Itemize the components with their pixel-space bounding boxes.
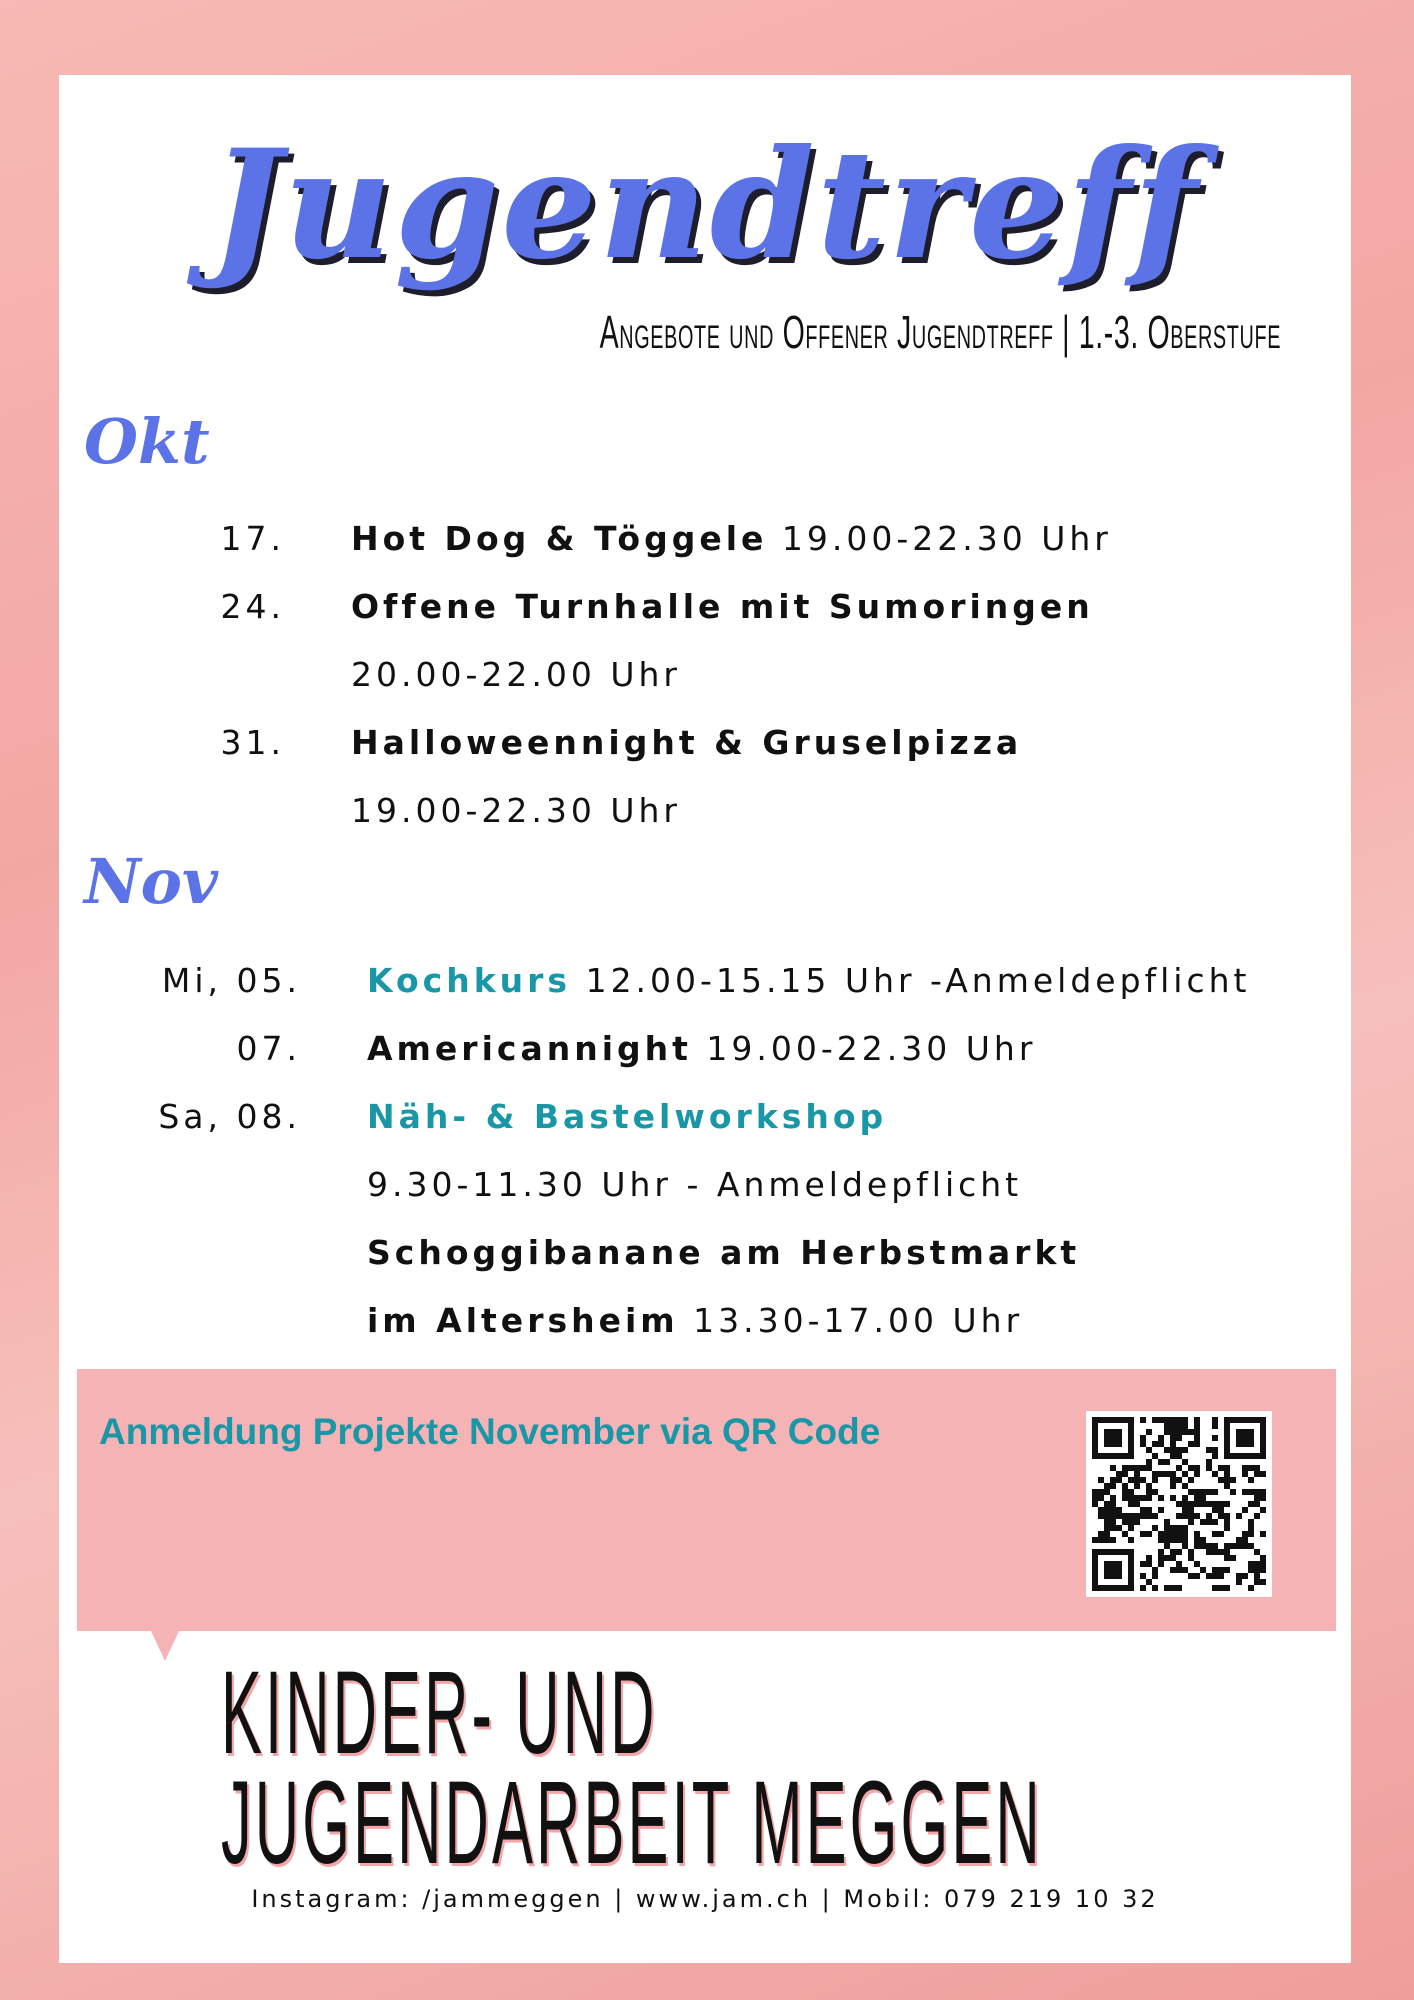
event-title: Offene Turnhalle mit Sumoringen bbox=[351, 587, 1094, 626]
event-title: Americannight bbox=[367, 1029, 692, 1068]
event-date: Mi, 05. bbox=[161, 961, 301, 1000]
event-title: Näh- & Bastelworkshop bbox=[367, 1097, 888, 1136]
event-row bbox=[59, 573, 1351, 641]
event-text bbox=[351, 505, 1112, 573]
event-date: 17. bbox=[220, 519, 285, 558]
event-detail: 19.00-22.30 Uhr bbox=[691, 1029, 1037, 1068]
speech-pointer bbox=[151, 1631, 179, 1661]
event-text bbox=[351, 709, 1022, 777]
event-row bbox=[59, 1287, 1351, 1355]
page-subtitle: Angebote und Offener Jugendtreff | 1.-3. Oberstufe bbox=[599, 306, 1281, 358]
month-heading-nov: Nov bbox=[84, 845, 219, 918]
event-detail: 19.00-22.30 Uhr bbox=[351, 791, 681, 830]
event-text bbox=[351, 641, 681, 709]
event-detail: 9.30-11.30 Uhr - Anmeldepflicht bbox=[367, 1165, 1023, 1204]
event-detail: 12.00-15.15 Uhr -Anmeldepflicht bbox=[571, 961, 1251, 1000]
event-row bbox=[59, 1151, 1351, 1219]
event-title: Kochkurs bbox=[367, 961, 572, 1000]
promo-text: Anmeldung Projekte November via QR Code bbox=[99, 1411, 881, 1452]
qr-code-icon[interactable] bbox=[1086, 1411, 1272, 1597]
contact-footer: Instagram: /jammeggen | www.jam.ch | Mobil: 079 219 10 32 bbox=[251, 1885, 1159, 1913]
event-title: Schoggibanane am Herbstmarkt bbox=[367, 1233, 1081, 1272]
event-row bbox=[59, 709, 1351, 777]
event-text bbox=[367, 1287, 1023, 1355]
event-text bbox=[351, 573, 1094, 641]
event-date: 07. bbox=[236, 1029, 301, 1068]
event-title: Halloweennight & Gruselpizza bbox=[351, 723, 1023, 762]
organization-line-1: KINDER- UND bbox=[221, 1647, 658, 1779]
organization-name bbox=[221, 1647, 1043, 1889]
event-text bbox=[367, 1083, 887, 1151]
event-detail: 13.30-17.00 Uhr bbox=[678, 1301, 1024, 1340]
event-detail: 20.00-22.00 Uhr bbox=[351, 655, 681, 694]
flyer-sheet bbox=[59, 75, 1351, 1963]
event-row bbox=[59, 947, 1351, 1015]
event-row bbox=[59, 505, 1351, 573]
event-title: Hot Dog & Töggele bbox=[351, 519, 768, 558]
event-row bbox=[59, 1083, 1351, 1151]
event-row bbox=[59, 641, 1351, 709]
event-row bbox=[59, 777, 1351, 845]
event-date: 31. bbox=[220, 723, 285, 762]
event-date: 24. bbox=[220, 587, 285, 626]
event-text bbox=[367, 1015, 1036, 1083]
event-text bbox=[367, 1151, 1022, 1219]
event-date: Sa, 08. bbox=[158, 1097, 301, 1136]
event-title: im Altersheim bbox=[367, 1301, 679, 1340]
page-title: Jugendtreff bbox=[210, 117, 1200, 293]
event-text bbox=[367, 947, 1250, 1015]
organization-line-2: JUGENDARBEIT MEGGEN bbox=[221, 1757, 1043, 1889]
month-heading-oct: Okt bbox=[84, 405, 210, 478]
event-text bbox=[351, 777, 681, 845]
event-detail: 19.00-22.30 Uhr bbox=[767, 519, 1112, 558]
event-row bbox=[59, 1015, 1351, 1083]
event-text bbox=[367, 1219, 1080, 1287]
event-row bbox=[59, 1219, 1351, 1287]
